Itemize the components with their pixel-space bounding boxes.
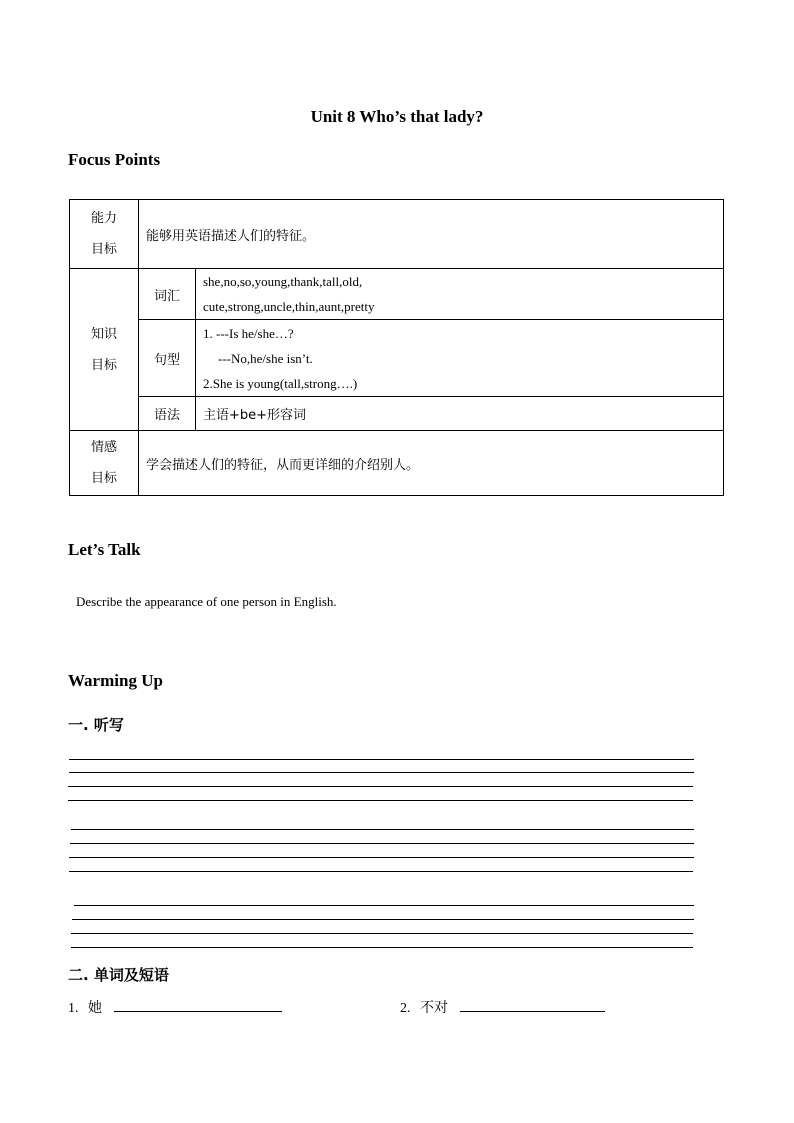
vocab-label: 词汇: [139, 269, 196, 320]
vocab-item-text: 她: [88, 1000, 102, 1016]
vocab-item-2: [400, 997, 605, 1017]
writing-line[interactable]: [71, 829, 694, 830]
page-title: Unit 8 Who’s that lady?: [310, 107, 484, 126]
emotion-text: 学会描述人们的特征，从而更详细的介绍别人。: [139, 431, 724, 496]
pattern-row: [70, 320, 724, 397]
vocab-row: [70, 269, 724, 320]
ability-label-cell: [70, 200, 139, 269]
focus-points-table: [69, 199, 724, 496]
knowledge-label-line-2: 目标: [90, 357, 117, 373]
pattern-line-2: ---No,he/she isn’t.: [218, 350, 313, 366]
vocab-line-1: she,no,so,young,thank,tall,old,: [203, 274, 363, 289]
answer-blank[interactable]: [114, 997, 282, 1012]
vocab-item-text: 不对: [420, 1000, 448, 1016]
emotion-label-cell: [70, 431, 139, 496]
writing-line[interactable]: [72, 919, 694, 920]
emotion-label-line-2: 目标: [90, 471, 117, 486]
writing-line[interactable]: [71, 933, 693, 934]
knowledge-label-cell: [70, 269, 139, 431]
warming-up-heading: Warming Up: [68, 671, 163, 690]
vocab-content: [196, 269, 724, 320]
answer-blank[interactable]: [460, 997, 605, 1012]
lets-talk-heading: Let’s Talk: [68, 540, 141, 559]
focus-points-heading: Focus Points: [68, 150, 161, 169]
vocab-item-number: 1.: [68, 1001, 79, 1016]
pattern-line-3: 2.She is young(tall,strong….): [203, 375, 358, 391]
writing-line[interactable]: [68, 800, 693, 801]
ability-label-line-2: 目标: [90, 242, 117, 257]
writing-line[interactable]: [70, 843, 694, 844]
vocab-line-2: cute,strong,uncle,thin,aunt,pretty: [203, 299, 375, 314]
pattern-label: 句型: [139, 320, 196, 397]
vocab-item-1: [68, 997, 282, 1017]
pattern-content: [196, 320, 724, 397]
writing-line[interactable]: [69, 871, 693, 872]
writing-line[interactable]: [74, 905, 694, 906]
writing-line[interactable]: [69, 759, 694, 760]
lets-talk-text: Describe the appearance of one person in English.: [76, 594, 337, 609]
writing-line[interactable]: [68, 786, 693, 787]
grammar-row: [70, 397, 724, 431]
grammar-label: 语法: [139, 397, 196, 431]
ability-row: [70, 200, 724, 269]
writing-line[interactable]: [69, 772, 694, 773]
vocab-item-number: 2.: [400, 1001, 411, 1016]
grammar-text: 主语+be+形容词: [196, 397, 724, 431]
emotion-label-line-1: 情感: [90, 440, 117, 455]
writing-line[interactable]: [69, 857, 694, 858]
ability-text: 能够用英语描述人们的特征。: [139, 200, 724, 269]
dictation-heading: 一. 听写: [68, 716, 124, 734]
emotion-row: [70, 431, 724, 496]
ability-label-line-1: 能力: [90, 211, 117, 226]
writing-line[interactable]: [71, 947, 693, 948]
pattern-line-1: 1. ---Is he/she…?: [203, 325, 294, 341]
knowledge-label-line-1: 知识: [90, 326, 117, 342]
vocabulary-heading: 二. 单词及短语: [68, 966, 169, 984]
